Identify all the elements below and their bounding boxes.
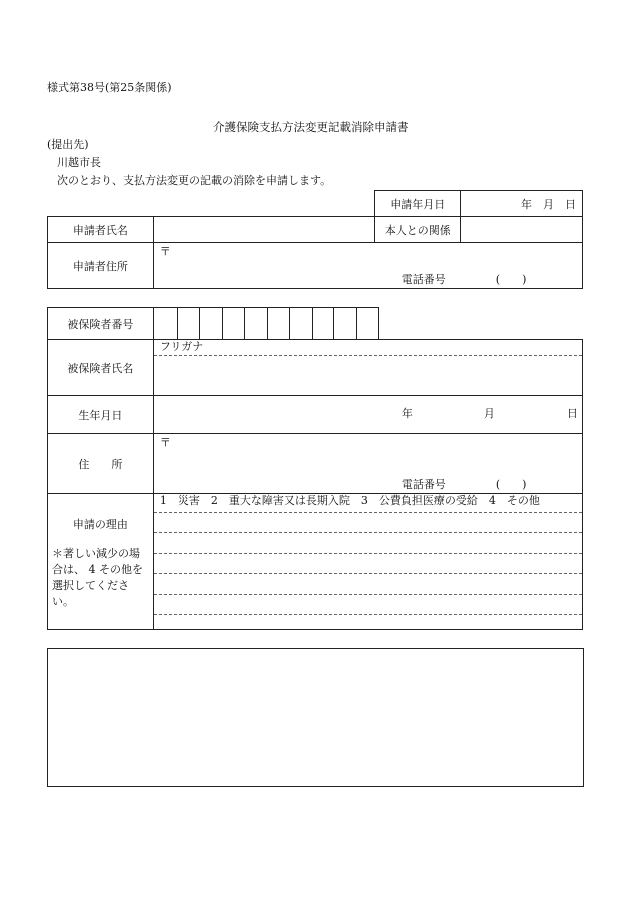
reason-line[interactable] (154, 513, 582, 533)
reason-field[interactable] (153, 494, 582, 630)
insured-number-digit[interactable] (153, 308, 177, 340)
intro-text: 次のとおり、支払方法変更の記載の消除を申請します。 (57, 174, 332, 187)
postal-mark: 〒 (159, 245, 171, 258)
insured-number-digit[interactable] (222, 308, 244, 340)
relation-label: 本人との関係 (375, 217, 461, 243)
insured-number-digit[interactable] (312, 308, 334, 340)
reason-options-row[interactable] (154, 494, 582, 513)
insured-name-label: 被保険者氏名 (48, 340, 154, 396)
reason-options: 1 災害 2 重大な障害又は長期入院 3 公費負担医療の受給 4 その他 (159, 494, 540, 507)
insured-phone-label: 電話番号 (401, 478, 446, 491)
form-number: 様式第38号(第25条関係) (47, 81, 172, 94)
insured-phone-paren: ( ) (495, 478, 527, 491)
insured-address-field[interactable] (153, 434, 582, 494)
applicant-phone-paren: ( ) (495, 273, 527, 286)
reason-line[interactable] (154, 574, 582, 595)
insured-number-label: 被保険者番号 (48, 308, 154, 340)
insured-number-digit[interactable] (244, 308, 267, 340)
reason-note: ＊著しい減少の場合は、 4 その他を選択してください。 (52, 547, 143, 608)
page-title: 介護保険支払方法変更記載消除申請書 (213, 120, 409, 134)
recipient: 川越市長 (57, 156, 101, 169)
reason-label-cell (48, 494, 154, 630)
insured-table (47, 307, 583, 630)
applicant-name-label: 申請者氏名 (48, 217, 154, 243)
insured-number-digit[interactable] (289, 308, 312, 340)
insured-name-field[interactable] (153, 340, 582, 396)
applicant-address-label: 申請者住所 (48, 243, 154, 289)
reason-line[interactable] (154, 554, 582, 574)
birth-year-unit: 年 (401, 407, 413, 420)
insured-number-digit[interactable] (177, 308, 199, 340)
reason-line[interactable] (154, 595, 582, 615)
birthdate-field[interactable] (153, 396, 582, 434)
birth-day-unit: 日 (566, 407, 578, 420)
insured-number-digit[interactable] (334, 308, 357, 340)
insured-number-digit[interactable] (357, 308, 379, 340)
insured-number-digit[interactable] (199, 308, 222, 340)
application-date-field[interactable] (461, 191, 583, 217)
reason-line[interactable] (154, 533, 582, 554)
recipient-label: (提出先) (47, 138, 89, 151)
insured-address-label: 住 所 (48, 434, 154, 494)
furigana-row[interactable] (154, 340, 582, 356)
applicant-address-field[interactable] (153, 243, 582, 289)
application-date-label: 申請年月日 (375, 191, 461, 217)
postal-mark: 〒 (159, 436, 171, 449)
application-date-units: 年 月 日 (521, 197, 576, 211)
applicant-name-field[interactable] (153, 217, 375, 243)
birthdate-label: 生年月日 (48, 396, 154, 434)
reason-label: 申請の理由 (72, 518, 128, 531)
furigana-label: フリガナ (159, 340, 204, 353)
relation-field[interactable] (461, 217, 583, 243)
birth-month-unit: 月 (483, 407, 495, 420)
applicant-phone-label: 電話番号 (401, 273, 446, 286)
remarks-box[interactable] (47, 648, 584, 787)
insured-number-digit[interactable] (267, 308, 289, 340)
applicant-table (47, 190, 583, 289)
